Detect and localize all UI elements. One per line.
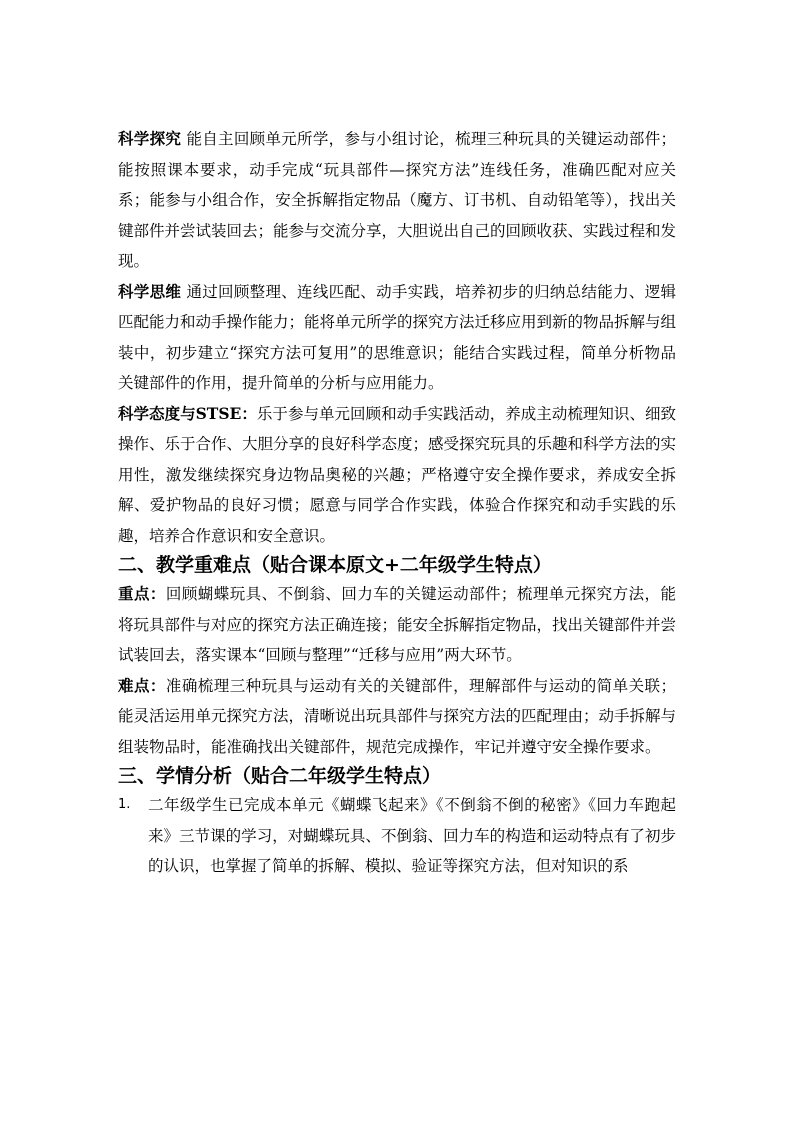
list-number: 1. bbox=[118, 797, 131, 812]
key-point-text: 回顾蝴蝶玩具、不倒翁、回力车的关键运动部件；梳理单元探究方法，能将玩具部件与对应的探究方法正确连接；能安全拆解指定物品，找出关键部件并尝试装回去，落实课本“回顾与整理”“迁移与应用”两大环节。 bbox=[118, 585, 677, 664]
difficulty-label: 难点： bbox=[118, 675, 166, 695]
difficulty-text: 准确梳理三种玩具与运动有关的关键部件，理解部件与运动的简单关联；能灵活运用单元探究方法，清晰说出玩具部件与探究方法的匹配理由；动手拆解与组装物品时，能准确找出关键部件，规范完成操作，牢记并遵守安全操作要求。 bbox=[118, 676, 677, 756]
key-point-paragraph bbox=[118, 579, 676, 671]
objective-text: 乐于参与单元回顾和动手实践活动，养成主动梳理知识、细致操作、乐于合作、大胆分享的良好科学态度；感受探究玩具的乐趣和科学方法的实用性，激发继续探究身边物品奥秘的兴趣；严格遵守安全操作要求，养成安全拆解、爱护物品的良好习惯；愿意与同学合作实践，体验合作探究和动手实践的乐趣，培养合作意识和安全意识。 bbox=[118, 404, 677, 545]
objective-label: 科学态度与STSE： bbox=[118, 403, 257, 423]
section-heading-student-analysis: 三、学情分析（贴合二年级学生特点） bbox=[118, 765, 442, 787]
objective-label: 科学思维 bbox=[118, 281, 182, 301]
objective-attitude-stse bbox=[118, 399, 676, 552]
objective-label: 科学探究 bbox=[118, 129, 182, 148]
objective-text: 通过回顾整理、连线匹配、动手实践，培养初步的归纳总结能力、逻辑匹配能力和动手操作能力；能将单元所学的探究方法迁移应用到新的物品拆解与组装中，初步建立“探究方法可复用”的思维意识；能结合实践过程，简单分析物品关键部件的作用，提升简单的分析与应用能力。 bbox=[118, 282, 677, 392]
section-heading-key-points: 二、教学重难点（贴合课本原文+二年级学生特点） bbox=[118, 554, 552, 576]
objective-text: 能自主回顾单元所学，参与小组讨论，梳理三种玩具的关键运动部件；能按照课本要求，动手完成“玩具部件—探究方法”连线任务，准确匹配对应关系；能参与小组合作，安全拆解指定物品（魔方、订书机、自动铅笔等），找出关键部件并尝试装回去；能参与交流分享，大胆说出自己的回顾收获、实践过程和发现。 bbox=[118, 130, 677, 270]
list-item bbox=[118, 790, 676, 882]
objective-science-inquiry bbox=[118, 124, 676, 277]
list-item-body bbox=[148, 790, 676, 882]
difficulty-paragraph bbox=[118, 671, 676, 763]
key-point-label: 重点： bbox=[118, 584, 166, 603]
objective-science-thinking bbox=[118, 277, 676, 399]
document-page bbox=[118, 124, 676, 882]
list-item-text: 二年级学生已完成本单元《蝴蝶飞起来》《不倒翁不倒的秘密》《回力车跑起来》三节课的学习，对蝴蝶玩具、不倒翁、回力车的构造和运动特点有了初步的认识，也掌握了简单的拆解、模拟、验证等探究方法，但对知识的系 bbox=[148, 796, 676, 875]
